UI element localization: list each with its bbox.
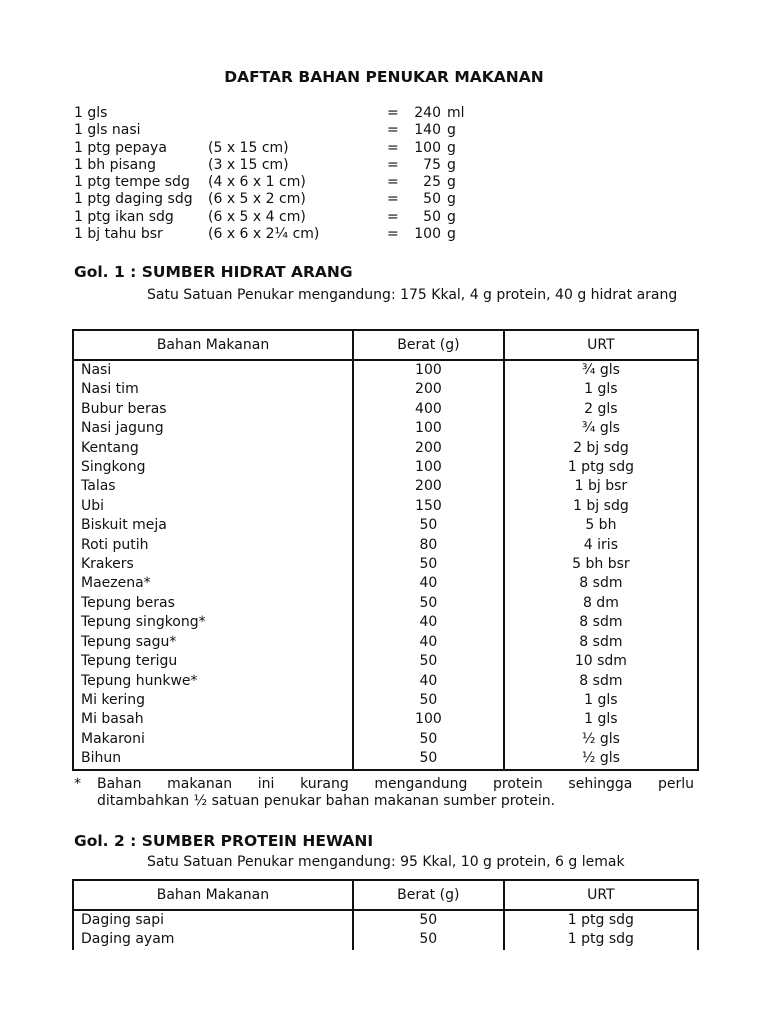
weight: 50	[353, 749, 504, 769]
weight: 200	[353, 380, 504, 399]
column-header: URT	[504, 330, 698, 360]
conversion-size: (5 x 15 cm)	[208, 139, 289, 156]
conversion-size: (6 x 6 x 2¼ cm)	[208, 226, 320, 243]
conversion-item: 1 ptg pepaya	[74, 139, 167, 156]
column-header: Berat (g)	[353, 880, 504, 910]
footnote-line2: ditambahkan ½ satuan penukar bahan makanan sumber protein.	[97, 793, 556, 809]
weight: 40	[353, 613, 504, 632]
gol2-description: Satu Satuan Penukar mengandung: 95 Kkal, 10 g protein, 6 g lemak	[147, 854, 625, 870]
table-row	[73, 380, 698, 399]
conversion-item: 1 gls	[74, 105, 108, 121]
table-row	[73, 930, 698, 949]
gol1-description: Satu Satuan Penukar mengandung: 175 Kkal, 4 g protein, 40 g hidrat arang	[147, 287, 678, 303]
table-row	[73, 555, 698, 574]
weight: 50	[353, 930, 504, 949]
conversion-unit: g	[447, 122, 456, 139]
food-name: Bihun	[73, 749, 353, 769]
weight: 50	[353, 652, 504, 671]
urt: 1 ptg sdg	[504, 910, 698, 930]
weight: 50	[353, 691, 504, 710]
weight: 100	[353, 710, 504, 729]
column-header: Berat (g)	[353, 330, 504, 360]
food-name: Daging sapi	[73, 910, 353, 930]
gol1-footnote	[74, 776, 694, 810]
conversion-unit: g	[447, 226, 456, 243]
table-header-row	[73, 880, 698, 910]
table-row	[73, 594, 698, 613]
table-row	[73, 749, 698, 769]
weight: 150	[353, 497, 504, 516]
table-row	[73, 574, 698, 593]
conversion-value: 240	[414, 105, 441, 121]
conversion-size: (6 x 5 x 2 cm)	[208, 191, 306, 208]
table-row	[73, 691, 698, 710]
weight: 50	[353, 516, 504, 535]
urt: 8 sdm	[504, 672, 698, 691]
food-name: Singkong	[73, 458, 353, 477]
weight: 40	[353, 574, 504, 593]
weight: 100	[353, 458, 504, 477]
table-row	[73, 458, 698, 477]
conversion-value: 100	[414, 226, 441, 243]
table-row	[73, 516, 698, 535]
conversion-value: 140	[414, 122, 441, 139]
weight: 50	[353, 910, 504, 930]
weight: 50	[353, 730, 504, 749]
food-name: Biskuit meja	[73, 516, 353, 535]
table-row	[73, 730, 698, 749]
conversion-unit: g	[447, 174, 456, 191]
weight: 400	[353, 400, 504, 419]
food-name: Maezena*	[73, 574, 353, 593]
table-header-row	[73, 330, 698, 360]
page-title: DAFTAR BAHAN PENUKAR MAKANAN	[224, 68, 544, 86]
food-name: Roti putih	[73, 536, 353, 555]
urt: 10 sdm	[504, 652, 698, 671]
urt: 1 bj bsr	[504, 477, 698, 496]
weight: 200	[353, 477, 504, 496]
urt: ¾ gls	[504, 419, 698, 438]
equals-sign: =	[387, 208, 399, 225]
urt: ¾ gls	[504, 360, 698, 380]
conversion-unit: g	[447, 208, 456, 225]
weight: 40	[353, 672, 504, 691]
food-name: Daging ayam	[73, 930, 353, 949]
table-row	[73, 477, 698, 496]
weight: 200	[353, 439, 504, 458]
urt: 1 ptg sdg	[504, 458, 698, 477]
food-name: Talas	[73, 477, 353, 496]
table-row	[73, 633, 698, 652]
urt: ½ gls	[504, 730, 698, 749]
urt: 8 dm	[504, 594, 698, 613]
column-header: Bahan Makanan	[73, 880, 353, 910]
urt: 1 ptg sdg	[504, 930, 698, 949]
food-name: Krakers	[73, 555, 353, 574]
conversion-value: 75	[423, 156, 441, 173]
conversion-size: (3 x 15 cm)	[208, 156, 289, 173]
urt: 2 bj sdg	[504, 439, 698, 458]
conversion-value: 50	[423, 191, 441, 208]
food-name: Tepung terigu	[73, 652, 353, 671]
conversion-value: 25	[423, 174, 441, 191]
urt: 1 gls	[504, 691, 698, 710]
equals-sign: =	[387, 191, 399, 208]
table-row	[73, 419, 698, 438]
gol1-table	[72, 329, 699, 771]
urt: 1 gls	[504, 380, 698, 399]
table-row	[73, 400, 698, 419]
weight: 50	[353, 594, 504, 613]
column-header: URT	[504, 880, 698, 910]
food-name: Tepung hunkwe*	[73, 672, 353, 691]
conversion-item: 1 ptg daging sdg	[74, 191, 193, 208]
conversion-unit: g	[447, 191, 456, 208]
conversion-item: 1 ptg tempe sdg	[74, 174, 190, 191]
urt: 1 bj sdg	[504, 497, 698, 516]
urt: 5 bh bsr	[504, 555, 698, 574]
footnote-star: *	[74, 776, 81, 792]
food-name: Kentang	[73, 439, 353, 458]
conversion-item: 1 ptg ikan sdg	[74, 208, 174, 225]
weight: 50	[353, 555, 504, 574]
conversion-item: 1 bj tahu bsr	[74, 226, 163, 243]
table-row	[73, 439, 698, 458]
weight: 80	[353, 536, 504, 555]
table-row	[73, 497, 698, 516]
table-row	[73, 613, 698, 632]
equals-sign: =	[387, 122, 399, 139]
food-name: Makaroni	[73, 730, 353, 749]
weight: 100	[353, 360, 504, 380]
table-row	[73, 536, 698, 555]
food-name: Ubi	[73, 497, 353, 516]
equals-sign: =	[387, 139, 399, 156]
food-name: Tepung beras	[73, 594, 353, 613]
gol1-heading: Gol. 1 : SUMBER HIDRAT ARANG	[74, 263, 353, 281]
food-name: Nasi	[73, 360, 353, 380]
conversion-item: 1 bh pisang	[74, 156, 156, 173]
conversion-value: 100	[414, 139, 441, 156]
conversion-unit: ml	[447, 105, 465, 121]
table-row	[73, 710, 698, 729]
food-name: Mi basah	[73, 710, 353, 729]
weight: 100	[353, 419, 504, 438]
urt: 8 sdm	[504, 613, 698, 632]
conversion-size: (4 x 6 x 1 cm)	[208, 174, 306, 191]
column-header: Bahan Makanan	[73, 330, 353, 360]
conversion-value: 50	[423, 208, 441, 225]
conversion-item: 1 gls nasi	[74, 122, 141, 139]
urt: 1 gls	[504, 710, 698, 729]
gol2-table	[72, 879, 699, 950]
urt: ½ gls	[504, 749, 698, 769]
urt: 5 bh	[504, 516, 698, 535]
equals-sign: =	[387, 174, 399, 191]
equals-sign: =	[387, 105, 399, 121]
food-name: Mi kering	[73, 691, 353, 710]
urt: 2 gls	[504, 400, 698, 419]
table-row	[73, 652, 698, 671]
conversion-unit: g	[447, 156, 456, 173]
urt: 8 sdm	[504, 633, 698, 652]
equals-sign: =	[387, 156, 399, 173]
table-row	[73, 360, 698, 380]
food-name: Nasi tim	[73, 380, 353, 399]
gol2-heading: Gol. 2 : SUMBER PROTEIN HEWANI	[74, 832, 374, 850]
urt: 8 sdm	[504, 574, 698, 593]
conversion-unit: g	[447, 139, 456, 156]
footnote-line1: Bahan makanan ini kurang mengandung protein sehingga perlu	[97, 776, 694, 792]
food-name: Nasi jagung	[73, 419, 353, 438]
food-name: Tepung singkong*	[73, 613, 353, 632]
table-row	[73, 672, 698, 691]
weight: 40	[353, 633, 504, 652]
equals-sign: =	[387, 226, 399, 243]
urt: 4 iris	[504, 536, 698, 555]
table-row	[73, 910, 698, 930]
food-name: Tepung sagu*	[73, 633, 353, 652]
food-name: Bubur beras	[73, 400, 353, 419]
conversion-size: (6 x 5 x 4 cm)	[208, 208, 306, 225]
